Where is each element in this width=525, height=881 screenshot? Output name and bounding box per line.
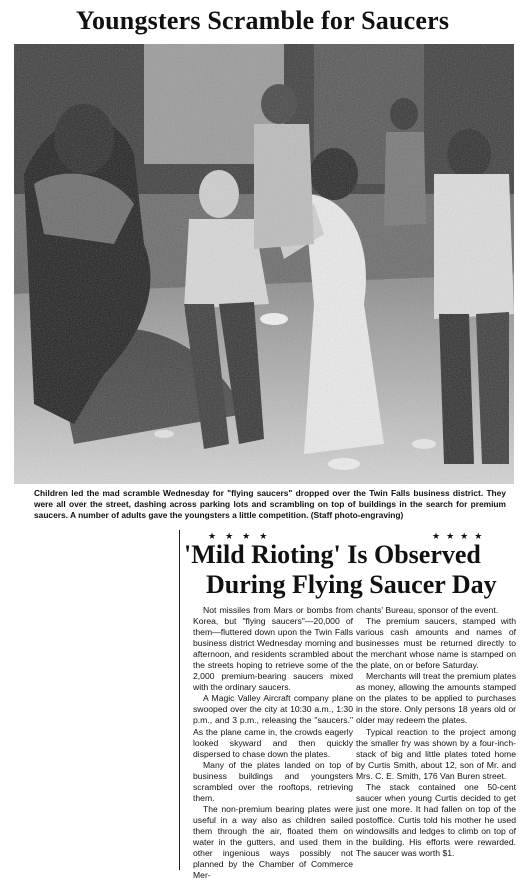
separator-stars-left: ★★★★ xyxy=(208,532,277,542)
paragraph: The stack contained one 50-cent saucer when young Curtis decided to get just one more. It had fallen on top of the postoffice. Curtis told his mother he used windowsills and ledges to climb on top of the building. His efforts were rewarded. The saucer was worth $1. xyxy=(356,781,516,859)
story-column-1 xyxy=(193,605,353,881)
newspaper-photo xyxy=(14,44,514,484)
separator-stars-right: ★★★★ xyxy=(432,532,489,542)
photo-illustration xyxy=(14,44,514,484)
paragraph: Merchants will treat the premium plates as money, allowing the amounts stamped on the plates to be applied to purchases in the store. Only persons 18 years old or older may redeem the plates. xyxy=(356,671,516,726)
column-rule xyxy=(179,530,180,870)
story-column-2 xyxy=(356,605,516,859)
paragraph: A Magic Valley Aircraft company plane swooped over the city at 10:30 a.m., 1:30 p.m., and 3 p.m., releasing the "saucers." As the plane came in, the crowds eagerly looked skyward and then quickly dispersed to chase down the plates. xyxy=(193,693,353,759)
story-headline-line1: 'Mild Rioting' Is Observed xyxy=(184,540,481,569)
story-headline xyxy=(184,540,522,600)
paragraph: The non-premium bearing plates were useful in a way also as children sailed them through the air, floated them on water in the gutters, and used them in other ingenious ways possibly not planned by the Chamber of Commerce Mer- xyxy=(193,803,353,881)
paragraph: The premium saucers, stamped with various cash amounts and names of businesses must be returned directly to the merchant whose name is stamped on the plate, on or before Saturday. xyxy=(356,616,516,671)
story-headline-line2: During Flying Saucer Day xyxy=(206,570,497,599)
paragraph: chants' Bureau, sponsor of the event. xyxy=(356,605,499,615)
clipping-headline: Youngsters Scramble for Saucers xyxy=(75,6,450,35)
photo-caption: Children led the mad scramble Wednesday for "flying saucers" dropped over the Twin Falls business district. They were all over the street, dashing across parking lots and scrambling on top of buildings in the search for premium saucers. A number of adults gave the youngsters a little competition. (Staff photo-engraving) xyxy=(34,488,506,520)
paragraph: Many of the plates landed on top of business buildings and youngsters scrambled over the rooftops, retrieving them. xyxy=(193,759,353,803)
paragraph: Not missiles from Mars or bombs from Korea, but "flying saucers"—20,000 of them—fluttered down upon the Twin Falls business district Wednesday morning and afternoon, and residents scrambled about the streets hoping to retrieve some of the 2,000 premium-bearing saucers mixed with the ordinary saucers. xyxy=(193,605,353,693)
paragraph: Typical reaction to the project among the smaller fry was shown by a four-inch-stack of big and little plates toted home by Curtis Smith, about 12, son of Mr. and Mrs. C. E. Smith, 176 Van Buren street. xyxy=(356,726,516,781)
